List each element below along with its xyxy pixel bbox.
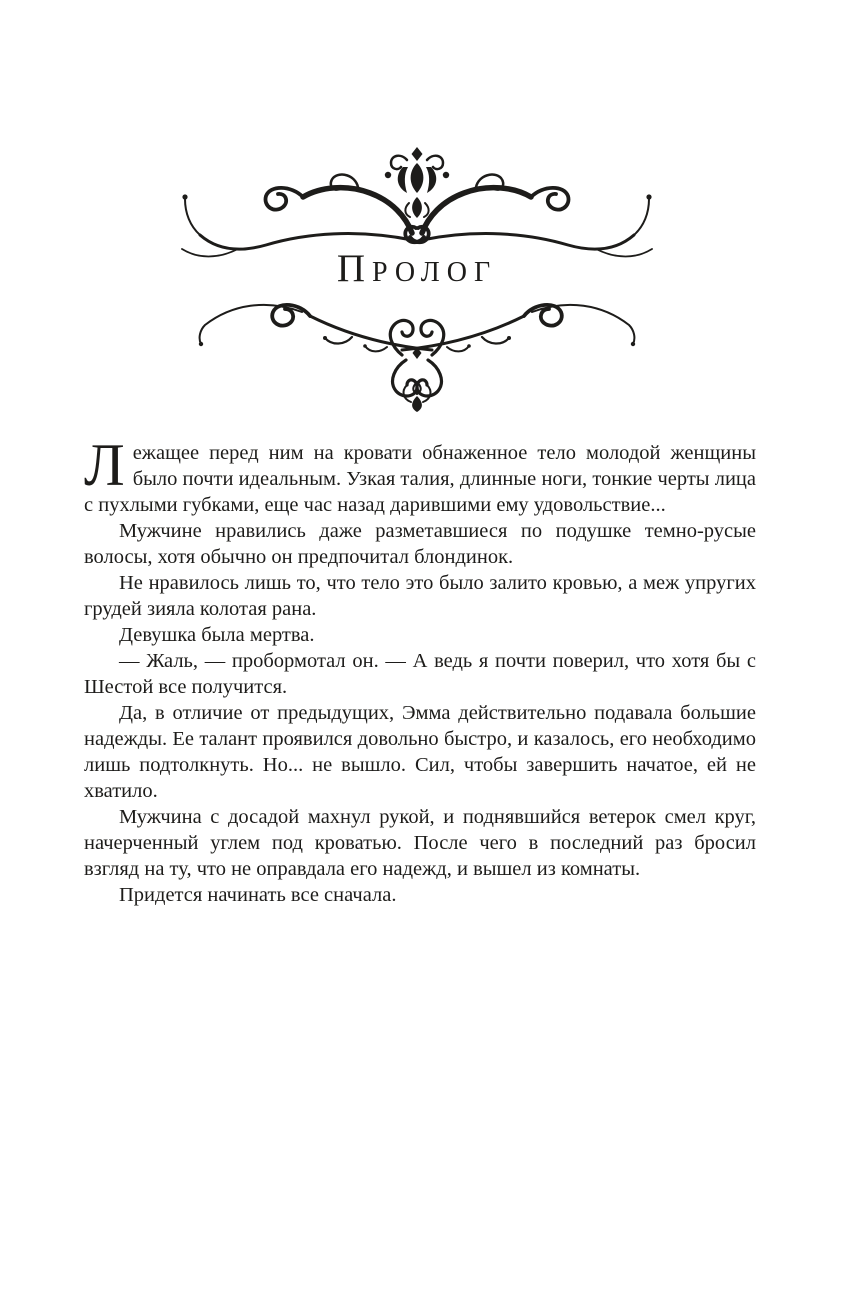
paragraph: Мужчина с досадой махнул рукой, и поднявшийся ветерок смел круг, начерченный углем под кроватью. После чего в последний раз бросил взгляд на ту, что не оправдала его надежд, и вышел из комнаты. bbox=[84, 806, 756, 880]
floral-flourish-top-ornament bbox=[176, 145, 658, 265]
chapter-title-rest: РОЛОГ bbox=[372, 257, 498, 288]
paragraph: Лежащее перед ним на кровати обнаженное тело молодой женщины было почти идеальным. Узкая талия, длинные ноги, тонкие черты лица с пухлыми губками, еще час назад дарившими ему удовольствие... bbox=[84, 432, 756, 516]
chapter-cartouche bbox=[176, 145, 658, 415]
paragraph: Придется начинать все сначала. bbox=[119, 884, 397, 906]
chapter-title bbox=[176, 249, 658, 288]
flourish-top-half bbox=[405, 175, 652, 257]
flourish-bottom-center bbox=[404, 347, 431, 412]
flourish-bottom-half bbox=[402, 305, 635, 396]
paragraph: — Жаль, — пробормотал он. — А ведь я почти поверил, что хотя бы с Шестой все получится. bbox=[84, 650, 756, 698]
floral-flourish-bottom-ornament bbox=[192, 292, 642, 414]
drop-cap: Л bbox=[84, 432, 125, 498]
prologue-paragraphs bbox=[84, 432, 756, 908]
paragraph: Да, в отличие от предыдущих, Эмма действительно подавала большие надежды. Ее талант проявился довольно быстро, и казалось, его необходимо лишь подтолкнуть. Но... не вышло. Сил, чтобы завершить начатое, ей не хватило. bbox=[84, 702, 756, 802]
paragraph: Не нравилось лишь то, что тело это было залито кровью, а меж упругих грудей зияла колотая рана. bbox=[84, 572, 756, 620]
chapter-title-initial: П bbox=[336, 247, 373, 290]
paragraph: Девушка была мертва. bbox=[119, 624, 315, 646]
paragraph: Мужчине нравились даже разметавшиеся по подушке темно-русые волосы, хотя обычно он предпочитал блондинок. bbox=[84, 520, 756, 568]
